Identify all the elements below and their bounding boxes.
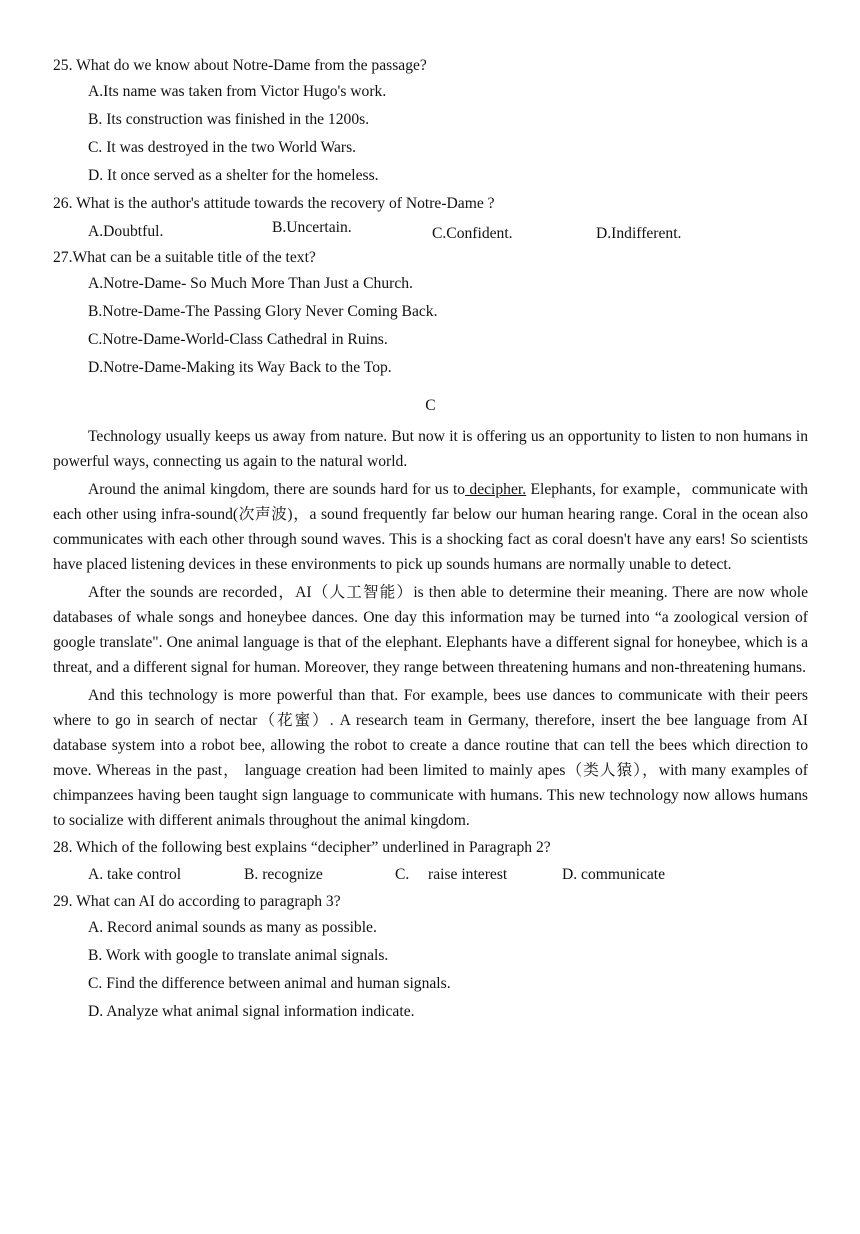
question-28-stem: 28. Which of the following best explains “decipher” underlined in Paragraph 2? [53,839,551,856]
question-26-option-c: C.Confident. [432,225,513,242]
question-27-option-b: B.Notre-Dame-The Passing Glory Never Coming Back. [88,303,438,320]
question-28-option-c-letter: C. [395,866,410,883]
paragraph-2-text-after: Elephants, for example，communicate with each other using infra-sound(次声波)，a sound frequently far below our human hearing range. Coral in the ocean also communicates with each other through sound waves. This is a shocking fact as coral doesn't have any ears! So scientists have placed listening devices in these environments to pick up sounds humans are normally unable to detect. [53,481,808,573]
question-26-option-b: B.Uncertain. [272,219,352,236]
passage-paragraph-4: And this technology is more powerful than that. For example, bees use dances to communicate with their peers where to go in search of nectar（花蜜）. A research team in Germany, therefore, insert the bee language from AI database system into a robot bee, allowing the robot to create a dance routine that can tell the bees which direction to move. Whereas in the past， language creation had been limited to mainly apes（类人猿），with many examples of chimpanzees having been taught sign language to communicate with humans. This new technology now allows humans to socialize with different animals throughout the animal kingdom. [53,687,808,829]
question-25-option-a: A.Its name was taken from Victor Hugo's work. [88,83,387,100]
question-29-option-a: A. Record animal sounds as many as possible. [88,919,377,936]
question-29-option-b: B. Work with google to translate animal signals. [88,947,389,964]
question-26-option-a: A.Doubtful. [88,223,164,240]
question-27-option-d: D.Notre-Dame-Making its Way Back to the Top. [88,359,392,376]
question-26-option-d: D.Indifferent. [596,225,682,242]
question-25-option-c: C. It was destroyed in the two World Wars. [88,139,357,156]
question-29-option-c: C. Find the difference between animal and human signals. [88,975,451,992]
section-label: C [425,397,436,414]
question-29-option-d: D. Analyze what animal signal information indicate. [88,1003,415,1020]
question-28-option-b: B. recognize [244,866,323,883]
question-27-option-a: A.Notre-Dame- So Much More Than Just a Church. [88,275,413,292]
question-28-option-a: A. take control [88,866,182,883]
question-27-option-c: C.Notre-Dame-World-Class Cathedral in Ruins. [88,331,388,348]
question-25-stem: 25. What do we know about Notre-Dame from the passage? [53,57,427,74]
passage-paragraph-2 [53,477,808,577]
exam-page [53,54,808,1028]
question-28-option-c-text: raise interest [428,866,508,883]
question-29-stem: 29. What can AI do according to paragraph 3? [53,893,341,910]
question-28-options [53,862,808,890]
question-28-option-d: D. communicate [562,866,666,883]
passage-paragraph-3: After the sounds are recorded，AI（人工智能）is then able to determine their meaning. There are now whole databases of whale songs and honeybee dances. One day this information may be turned into “a zoological version of google translate". One animal language is that of the elephant. Elephants have a different signal for honeybee, which is a threat, and a different signal for human. Moreover, they range between threatening humans and non-threatening humans. [53,584,808,676]
paragraph-2-text-before: Around the animal kingdom, there are sounds hard for us to [88,481,466,498]
question-25-option-b: B. Its construction was finished in the 1200s. [88,111,370,128]
underlined-word-decipher: decipher. [465,481,527,498]
question-25-option-d: D. It once served as a shelter for the homeless. [88,167,379,184]
question-27-stem: 27.What can be a suitable title of the text? [53,249,316,266]
question-26-stem: 26. What is the author's attitude towards the recovery of Notre-Dame ? [53,195,495,212]
passage-paragraph-1: Technology usually keeps us away from nature. But now it is offering us an opportunity to listen to non humans in powerful ways, connecting us again to the natural world. [53,428,808,470]
question-26-options [53,218,808,246]
